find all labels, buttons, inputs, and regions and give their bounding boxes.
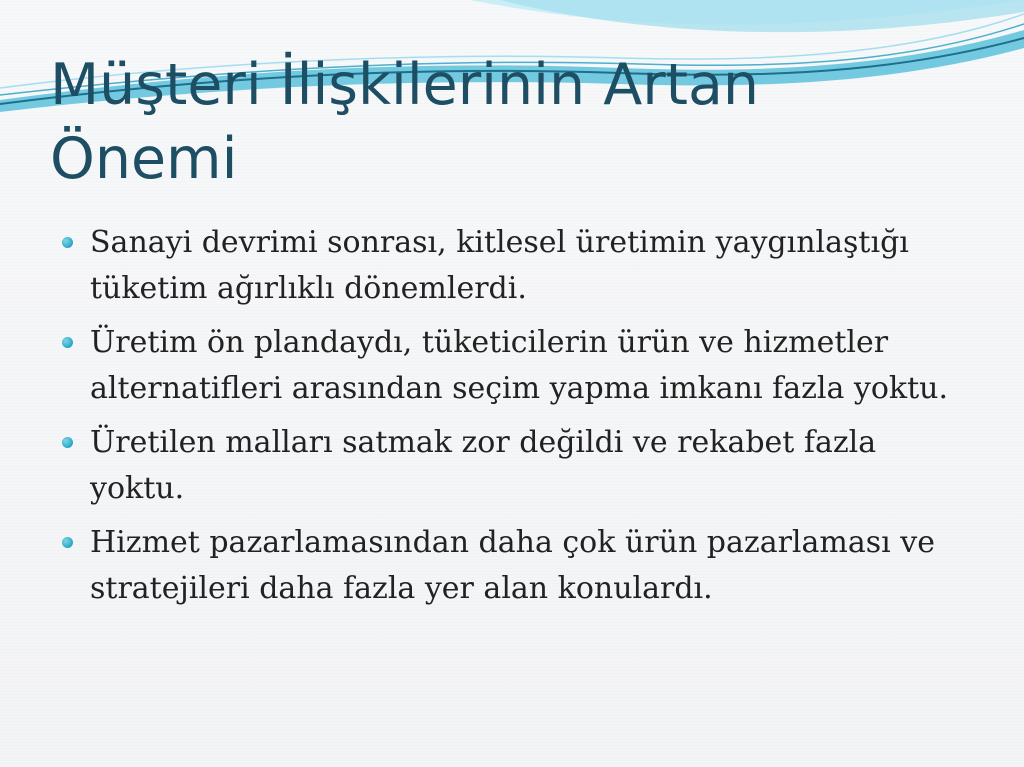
bullet-item	[62, 420, 962, 512]
bullet-text: Üretilen malları satmak zor değildi ve rekabet fazla yoktu.	[90, 425, 877, 506]
bullet-dot-icon	[62, 337, 73, 348]
bullet-list	[62, 220, 962, 620]
bullet-dot-icon	[62, 237, 73, 248]
slide-title: Müşteri İlişkilerinin Artan Önemi	[50, 52, 760, 192]
bullet-dot-icon	[62, 437, 73, 448]
bullet-item	[62, 220, 962, 312]
bullet-text: Hizmet pazarlamasından daha çok ürün pazarlaması ve stratejileri daha fazla yer alan konulardı.	[90, 525, 935, 606]
bullet-dot-icon	[62, 537, 73, 548]
bullet-text: Sanayi devrimi sonrası, kitlesel üretimin yaygınlaştığı tüketim ağırlıklı dönemlerdi.	[90, 225, 909, 306]
bullet-item	[62, 520, 962, 612]
bullet-text: Üretim ön plandaydı, tüketicilerin ürün ve hizmetler alternatifleri arasından seçim yapma imkanı fazla yoktu.	[90, 325, 949, 406]
bullet-item	[62, 320, 962, 412]
wave-band-light-2	[500, 0, 1024, 32]
